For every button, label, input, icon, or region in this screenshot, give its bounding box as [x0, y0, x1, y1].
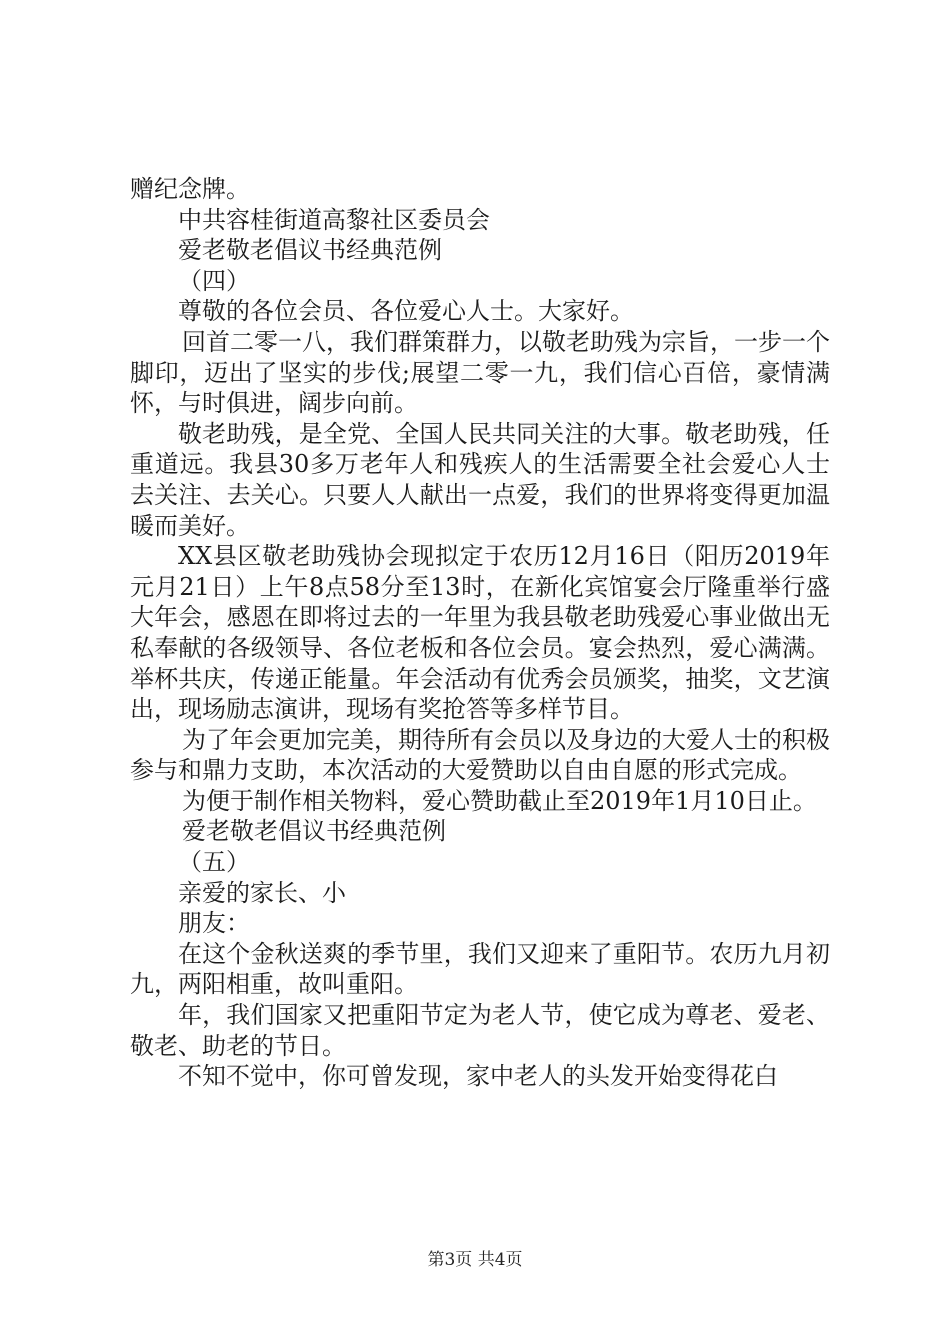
paragraph: 为便于制作相关物料，爱心赞助截止至2019年1月10日止。: [182, 786, 817, 815]
signature-line: 中共容桂街道高黎社区委员会: [178, 205, 490, 234]
paragraph: XX县区敬老助残协会现拟定于农历12月16日（阳历2019年元月21日）上午8点58分至13时，在新化宾馆宴会厅隆重举行盛大年会，感恩在即将过去的一年里为我县敬老助残爱心事业做出无私奉献的各级领导、各位老板和各位会员。宴会热烈，爱心满满。举杯共庆，传递正能量。年会活动有优秀会员颁奖，抽奖，文艺演出，现场励志演讲，现场有奖抢答等多样节目。: [130, 542, 830, 724]
paragraph: 回首二零一八，我们群策群力，以敬老助残为宗旨，一步一个脚印，迈出了坚实的步伐;展望二零一九，我们信心百倍，豪情满怀，与时俱进，阔步向前。: [130, 327, 830, 418]
salutation: 尊敬的各位会员、各位爱心人士。大家好。: [178, 297, 634, 326]
section-number: （五）: [178, 848, 250, 877]
section-title: 爱老敬老倡议书经典范例: [182, 817, 446, 846]
paragraph: 年，我们国家又把重阳节定为老人节，使它成为尊老、爱老、敬老、助老的节日。: [130, 1001, 830, 1060]
salutation: 亲爱的家长、小: [178, 878, 346, 907]
paragraph: 赠纪念牌。: [130, 175, 250, 203]
document-body: [130, 174, 830, 1092]
page-number-footer: 第3页 共4页: [427, 1250, 523, 1270]
paragraph: 不知不觉中，你可曾发现，家中老人的头发开始变得花白: [178, 1062, 778, 1091]
section-title: 爱老敬老倡议书经典范例: [178, 236, 442, 265]
paragraph: 为了年会更加完美，期待所有会员以及身边的大爱人士的积极参与和鼎力支助，本次活动的大爱赞助以自由自愿的形式完成。: [130, 725, 830, 785]
paragraph: 敬老助残，是全党、全国人民共同关注的大事。敬老助残，任重道远。我县30多万老年人和残疾人的生活需要全社会爱心人士去关注、去关心。只要人人献出一点爱，我们的世界将变得更加温暖而美好。: [130, 419, 830, 540]
section-number: （四）: [178, 266, 250, 295]
salutation: 朋友：: [178, 909, 250, 938]
paragraph: 在这个金秋送爽的季节里，我们又迎来了重阳节。农历九月初九，两阳相重，故叫重阳。: [130, 939, 830, 999]
